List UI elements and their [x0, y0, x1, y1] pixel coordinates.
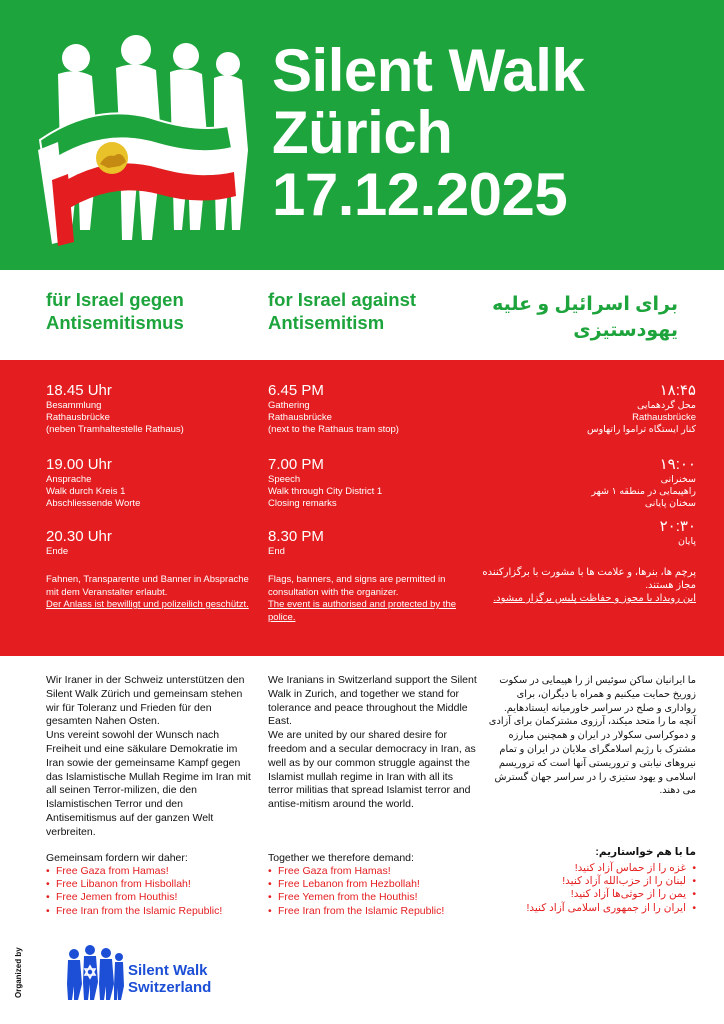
schedule-time: ۲۰:۳۰	[659, 518, 696, 535]
organizer-name	[128, 962, 211, 996]
schedule-time: 18.45 Uhr	[46, 382, 112, 399]
subtitle-german: für Israel gegen Antisemitismus	[46, 289, 184, 333]
walking-figures-flag-illustration	[28, 30, 258, 270]
schedule-note	[466, 566, 696, 605]
demands-list-persian	[496, 862, 696, 915]
demands-heading-german: Gemeinsam fordern wir daher:	[46, 852, 188, 864]
schedule-label: پایان	[677, 536, 696, 547]
schedule-label: Closing remarks	[268, 498, 337, 509]
demand-item: • لبنان را از حزب‌الله آزاد کنید!	[496, 875, 696, 888]
demands-list-english	[268, 865, 488, 918]
note-text: پرچم ها، بنرها، و علامت ها با مشورت با برگزارکننده مجاز هستند.	[482, 567, 696, 591]
note-underlined: این رویداد با مجوز و حفاظت پلیس برگزار میشود.	[493, 593, 696, 604]
organized-by-label: Organized by	[14, 947, 23, 998]
schedule-label: Ansprache	[46, 474, 92, 485]
schedule-band	[0, 360, 724, 656]
schedule-label: سخنرانی	[660, 474, 696, 485]
note-text: Fahnen, Transparente und Banner in Absprache mit dem Veranstalter erlaubt.	[46, 574, 249, 598]
schedule-time: 19.00 Uhr	[46, 456, 112, 473]
demand-item: • Free Iran from the Islamic Republic!	[268, 905, 488, 918]
schedule-label: Rathausbrücke	[46, 412, 110, 423]
schedule-english	[268, 382, 478, 652]
statement-paragraph: Uns vereint sowohl der Wunsch nach Freiheit und eine säkulare Demokratie im Iran sowie der gemeinsame Kampf gegen das Islamistische Mullah Regime im Iran mit all seinen Terror-milizen, die den Islamistischen Terror und den Antisemitismus auf der ganzen Welt verbreiten.	[46, 729, 251, 838]
title-line-1: Silent Walk	[272, 37, 585, 104]
demand-item: • Free Gaza from Hamas!	[268, 865, 488, 878]
event-title	[272, 37, 585, 228]
schedule-label: کنار ایستگاه تراموا راتهاوس	[586, 424, 696, 435]
schedule-time: 6.45 PM	[268, 382, 324, 399]
schedule-item	[466, 518, 696, 548]
schedule-label: (neben Tramhaltestelle Rathaus)	[46, 424, 184, 435]
schedule-label: Besammlung	[46, 400, 102, 411]
schedule-label: Rathausbrücke	[268, 412, 332, 423]
schedule-item	[46, 456, 256, 510]
schedule-item	[268, 528, 478, 558]
schedule-time: 20.30 Uhr	[46, 528, 112, 545]
schedule-label: Abschliessende Worte	[46, 498, 141, 509]
schedule-german	[46, 382, 256, 652]
statement-paragraph: ما ایرانیان ساکن سوئیس از را هپیمایی در سکوت زوریخ حمایت میکنیم و همراه با دیگران، برای رواداری و صلح در سراسر خاورمیانه ایستادهایم.	[499, 675, 696, 714]
demands-heading-persian: ما با هم خواستاریم:	[595, 846, 696, 858]
schedule-note	[268, 574, 478, 624]
subtitle-persian: برای اسرائیل و علیه یهودستیزی	[492, 294, 678, 341]
demand-item: • Free Yemen from the Houthis!	[268, 891, 488, 904]
schedule-time: ۱۸:۴۵	[659, 382, 696, 399]
schedule-time: 7.00 PM	[268, 456, 324, 473]
schedule-item	[268, 382, 478, 436]
demand-item: • غزه را از حماس آزاد کنید!	[496, 862, 696, 875]
schedule-label: سخنان پایانی	[644, 498, 696, 509]
walking-figures-star-of-david-logo-icon	[64, 944, 124, 1002]
schedule-item	[466, 382, 696, 436]
schedule-persian	[466, 382, 696, 652]
statement-paragraph: Wir Iraner in der Schweiz unterstützen den Silent Walk Zürich und gemeinsam stehen wir für Toleranz und Frieden für den gesamten Nahen Osten.	[46, 674, 245, 728]
organizer-name-line-1: Silent Walk	[128, 962, 208, 979]
note-underlined: The event is authorised and protected by the police.	[268, 599, 457, 623]
schedule-label: Rathausbrücke	[632, 412, 696, 423]
schedule-label: Walk durch Kreis 1	[46, 486, 126, 497]
schedule-item	[466, 456, 696, 510]
title-line-2: Zürich	[272, 99, 453, 166]
schedule-label: Speech	[268, 474, 301, 485]
schedule-label: راهپیمایی در منطقه ۱ شهر	[591, 486, 696, 497]
schedule-time: 8.30 PM	[268, 528, 324, 545]
schedule-label: محل گردهمایی	[636, 400, 696, 411]
statement-german	[46, 674, 252, 840]
demand-item: • یمن را از حوثی‌ها آزاد کنید!	[496, 888, 696, 901]
statement-english	[268, 674, 478, 812]
statement-persian	[488, 674, 696, 798]
schedule-label: Walk through City District 1	[268, 486, 383, 497]
demand-item: • Free Jemen from Houthis!	[46, 891, 266, 904]
demand-item: • Free Gaza from Hamas!	[46, 865, 266, 878]
demands-list-german	[46, 865, 266, 918]
statement-paragraph: We Iranians in Switzerland support the Silent Walk in Zurich, and together we stand for tolerance and peace throughout the Middle East.	[268, 674, 477, 728]
schedule-item	[46, 528, 256, 558]
schedule-time: ۱۹:۰۰	[659, 456, 696, 473]
statement-paragraph: آنچه ما را متحد میکند، آرزوی مشترکمان برای آزادی و دموکراسی سکولار در ایران و همچنین مبارزه مشترک با رژیم اسلامگرای ملایان در ایران و تمام نیروهای نیابتی و تروریستی آنها است که تروریسم اسلامی و یهود ستیزی را در سراسر جهان گسترش می دهند.	[488, 716, 696, 797]
schedule-label: Gathering	[268, 400, 310, 411]
schedule-label: (next to the Rathaus tram stop)	[268, 424, 399, 435]
schedule-label: Ende	[46, 546, 69, 557]
note-text: Flags, banners, and signs are permitted in consultation with the organizer.	[268, 574, 446, 598]
schedule-label: End	[268, 546, 285, 557]
demand-item: • Free Iran from the Islamic Republic!	[46, 905, 266, 918]
schedule-item	[46, 382, 256, 436]
schedule-item	[268, 456, 478, 510]
note-underlined: Der Anlass ist bewilligt und polizeilich geschützt.	[46, 599, 249, 610]
demands-heading-english: Together we therefore demand:	[268, 852, 414, 864]
statement-paragraph: We are united by our shared desire for freedom and a secular democracy in Iran, as well as by our common struggle against the Islamist mullah regime in Iran with all its terror militias that spread Islamist terror and antise-mitism around the world.	[268, 729, 476, 811]
organizer-name-line-2: Switzerland	[128, 979, 212, 996]
schedule-note	[46, 574, 256, 612]
event-date: 17.12.2025	[272, 161, 568, 228]
demand-item: • ایران را از جمهوری اسلامی آزاد کنید!	[496, 902, 696, 915]
demand-item: • Free Lebanon from Hezbollah!	[268, 878, 488, 891]
subtitle-english: for Israel against Antisemitism	[268, 289, 417, 333]
demand-item: • Free Libanon from Hisbollah!	[46, 878, 266, 891]
